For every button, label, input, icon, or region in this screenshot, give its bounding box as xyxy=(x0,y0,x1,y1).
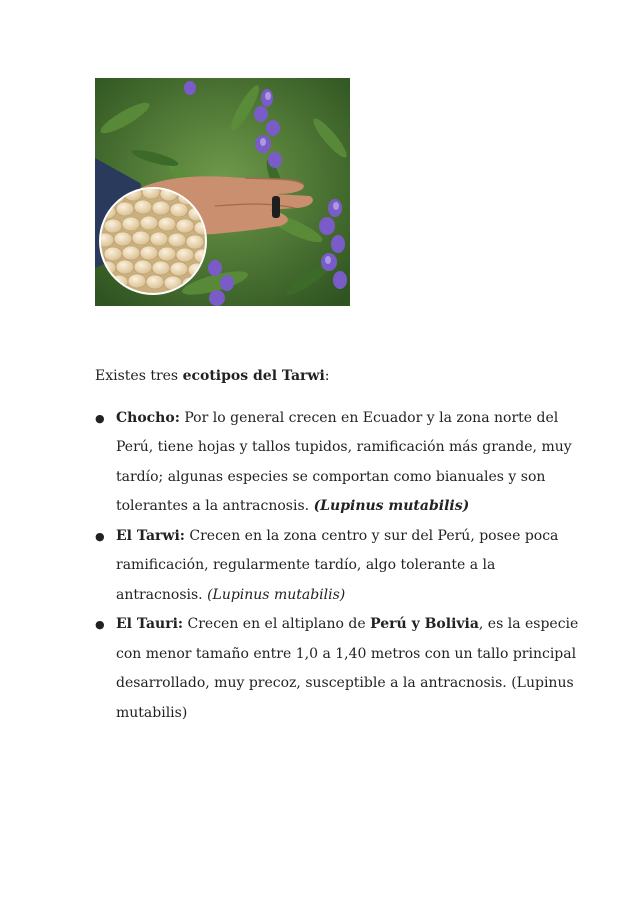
item-text: Crecen en la zona centro y sur del Perú, posee poca ramificación, regularmente tardío, algo tolerante a la antracnosis. xyxy=(116,527,559,603)
item-bold-region: Perú y Bolivia xyxy=(370,616,479,632)
bullet-icon: ● xyxy=(95,618,105,631)
list-item-chocho xyxy=(95,404,585,522)
item-term: El Tauri: xyxy=(116,616,184,632)
lupin-field-illustration xyxy=(95,78,350,306)
bullet-icon: ● xyxy=(95,411,105,425)
body-text xyxy=(95,362,585,728)
intro-bold-term: ecotipos del Tarwi xyxy=(182,368,325,384)
item-term: El Tarwi: xyxy=(116,527,185,544)
item-term: Chocho: xyxy=(116,409,180,426)
item-text: Por lo general crecen en Ecuador y la zona norte del Perú, tiene hojas y tallos tupidos, ramificación más grande, muy tardío; algunas especies se comportan como bianuales y son tolerantes a la antracnosis. xyxy=(116,409,572,514)
item-scientific-name: (Lupinus mutabilis) xyxy=(313,498,470,514)
intro-suffix: : xyxy=(324,368,330,384)
bullet-icon: ● xyxy=(95,529,105,543)
item-scientific-name: (Lupinus mutabilis) xyxy=(207,586,346,603)
list-item-tarwi xyxy=(95,522,585,611)
list-item-tauri xyxy=(95,610,585,728)
intro-paragraph xyxy=(95,362,585,392)
item-text: Crecen en el altiplano de xyxy=(183,616,371,632)
ecotype-list xyxy=(95,404,585,729)
item-text-continued: , es la especie con menor tamaño entre 1,0 a 1,40 metros con un tallo principal desarrollado, muy precoz, susceptible a la antracnosis. (Lupinus mutabilis) xyxy=(116,616,579,721)
intro-prefix: Existes tres xyxy=(95,368,183,384)
tarwi-photo xyxy=(95,78,350,306)
